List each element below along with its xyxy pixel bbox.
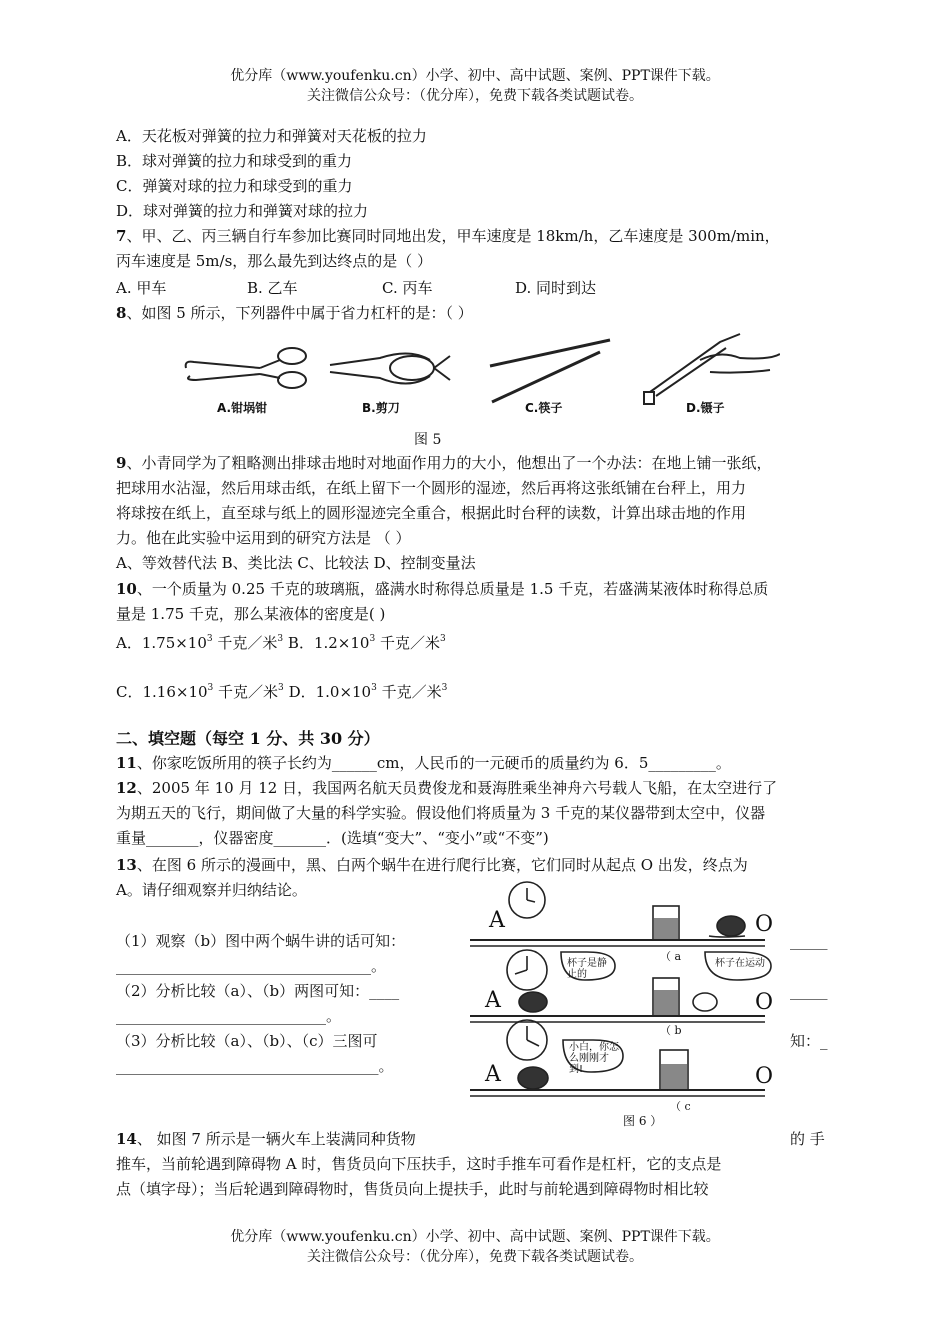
q12-line1: 12、2005 年 10 月 12 日，我国两名航天员费俊龙和聂海胜乘坐神舟六号载人飞船，在太空进行了	[116, 779, 778, 797]
q6-option-b: B．球对弹簧的拉力和球受到的重力	[116, 152, 353, 170]
page-footer-line1: 优分库（www.youfenku.cn）小学、初中、高中试题、案例、PPT课件下载。	[230, 1229, 720, 1245]
q10-options-cd: C．$1.16\times 10^3$ 千克／米$^3$ D．$1.0\times 10^3$ 千克／米$^3$	[116, 683, 448, 701]
figure-6-drawing	[465, 878, 785, 1118]
section-2-title: 二、填空题（每空 1 分、共 30 分）	[116, 729, 380, 748]
figure-6-label-a-3: A	[485, 1062, 501, 1087]
q13-sub3-continue: ___________________________________。	[116, 1057, 394, 1075]
q12-line3: 重量_______，仪器密度_______．(选填“变大”、“变小”或“不变”)	[116, 829, 549, 847]
scissors-icon	[330, 353, 450, 383]
q6-option-c: C．弹簧对球的拉力和球受到的重力	[116, 177, 353, 195]
figure-6-label-o-1: O	[755, 912, 774, 937]
page-header-line1: 优分库（www.youfenku.cn）小学、初中、高中试题、案例、PPT课件下载。	[230, 68, 720, 84]
black-snail-icon	[519, 992, 547, 1012]
figure-5-label-b: B.剪刀	[362, 401, 400, 415]
figure-6-caption-c: （ c	[670, 1100, 691, 1113]
q7-option-d: D. 同时到达	[515, 279, 597, 297]
q14-line1-right: 的 手	[790, 1130, 825, 1148]
q9-line4: 力。他在此实验中运用到的研究方法是 （ ）	[116, 529, 411, 547]
speech-bubble-static: 杯子是静止的	[567, 958, 607, 980]
q13-line2: A。请仔细观察并归纳结论。	[116, 881, 307, 899]
white-snail-icon	[693, 993, 717, 1011]
q10-options-ab: A．$1.75\times 10^3$ 千克／米$^3$ B．$1.2\times 10^3$ 千克／米$^3$	[116, 634, 446, 652]
q14-line1: 14、 如图 7 所示是一辆火车上装满同种货物	[116, 1130, 416, 1148]
q10-line2: 量是 1.75 千克，那么某液体的密度是( )	[116, 605, 386, 623]
figure-6-caption: 图 6 ）	[623, 1114, 663, 1128]
q7-line2: 丙车速度是 5m/s，那么最先到达终点的是（ ）	[116, 252, 433, 270]
q13-sub2: （2）分析比较（a）、（b）两图可知：____	[116, 982, 400, 1000]
q7-line1: 7、甲、乙、丙三辆自行车参加比赛同时同地出发，甲车速度是 18km/h，乙车速度是 300m/min，	[116, 227, 780, 245]
figure-5-label-a: A.钳埚钳	[217, 401, 268, 415]
q6-option-a: A．天花板对弹簧的拉力和弹簧对天花板的拉力	[116, 127, 427, 145]
chopsticks-icon	[490, 340, 610, 402]
q13-line1: 13、在图 6 所示的漫画中，黑、白两个蜗牛在进行爬行比赛，它们同时从起点 O 出发，终点为	[116, 856, 748, 874]
q12-line2: 为期五天的飞行，期间做了大量的科学实验。假设他们将质量为 3 千克的某仪器带到太空中，仪器	[116, 804, 766, 822]
q14-line3: 点（填字母）；当后轮遇到障碍物时，售货员向上提扶手，此时与前轮遇到障碍物时相比较	[116, 1180, 709, 1198]
q8-line: 8、如图 5 所示，下列器件中属于省力杠杆的是：（ ）	[116, 304, 473, 322]
figure-6-caption-b: （ b	[660, 1024, 682, 1037]
q13-sub2-continue: ____________________________。	[116, 1007, 342, 1025]
figure-6-label-o-3: O	[755, 1064, 774, 1089]
q13-sub1: （1）观察（b）图中两个蜗牛讲的话可知：	[116, 932, 406, 950]
figure-5-label-d: D.镊子	[686, 401, 725, 415]
q7-number: 7	[116, 227, 127, 245]
figure-6-label-a-2: A	[485, 988, 501, 1013]
figure-5-caption: 图 5	[414, 432, 442, 448]
figure-6-label-a-1: A	[489, 908, 505, 933]
black-snail-icon	[717, 916, 745, 936]
q13-sub1-blank: _____	[790, 932, 828, 950]
figure-6	[465, 878, 785, 1128]
q13-sub1-continue: __________________________________。	[116, 957, 387, 975]
figure-6-label-o-2: O	[755, 990, 774, 1015]
q9-line3: 将球按在纸上，直至球与纸上的圆形湿迹完全重合，根据此时台秤的读数，计算出球击地的作用	[116, 504, 747, 522]
q7-option-c: C. 丙车	[382, 279, 433, 297]
tweezers-icon	[644, 334, 780, 404]
q9-line2: 把球用水沾湿，然后用球击纸，在纸上留下一个圆形的湿迹，然后再将这张纸铺在台秤上，用力	[116, 479, 747, 497]
speech-bubble-moving: 杯子在运动	[715, 958, 765, 969]
q11-line: 11、你家吃饭所用的筷子长约为______cm，人民币的一元硬币的质量约为 6．5_________。	[116, 754, 731, 772]
crucible-tongs-icon	[186, 348, 306, 388]
figure-6-caption-a: （ a	[660, 950, 682, 963]
q13-sub3: （3）分析比较（a）、（b）、（c）三图可	[116, 1032, 378, 1050]
black-snail-icon	[518, 1067, 548, 1089]
q7-option-b: B. 乙车	[247, 279, 298, 297]
q9-options: A、等效替代法 B、类比法 C、比较法 D、控制变量法	[116, 554, 476, 572]
speech-bubble-late: 小白，你怎么刚刚才到!	[569, 1042, 619, 1075]
q6-option-d: D．球对弹簧的拉力和弹簧对球的拉力	[116, 202, 369, 220]
q14-line2: 推车，当前轮遇到障碍物 A 时，售货员向下压扶手，这时手推车可看作是杠杆，它的支点是	[116, 1155, 722, 1173]
q13-sub2-blank: _____	[790, 982, 828, 1000]
figure-5-label-c: C.筷子	[525, 401, 563, 415]
q9-line1: 9、小青同学为了粗略测出排球击地时对地面作用力的大小，他想出了一个办法：在地上铺一张纸，	[116, 454, 772, 472]
page-footer-line2: 关注微信公众号：（优分库），免费下载各类试题试卷。	[307, 1249, 643, 1265]
page-header-line2: 关注微信公众号：（优分库），免费下载各类试题试卷。	[307, 88, 643, 104]
q10-line1: 10、一个质量为 0.25 千克的玻璃瓶，盛满水时称得总质量是 1.5 千克，若盛满某液体时称得总质	[116, 580, 769, 598]
q13-sub3-right: 知：_	[790, 1032, 828, 1050]
q7-option-a: A. 甲车	[116, 279, 167, 297]
